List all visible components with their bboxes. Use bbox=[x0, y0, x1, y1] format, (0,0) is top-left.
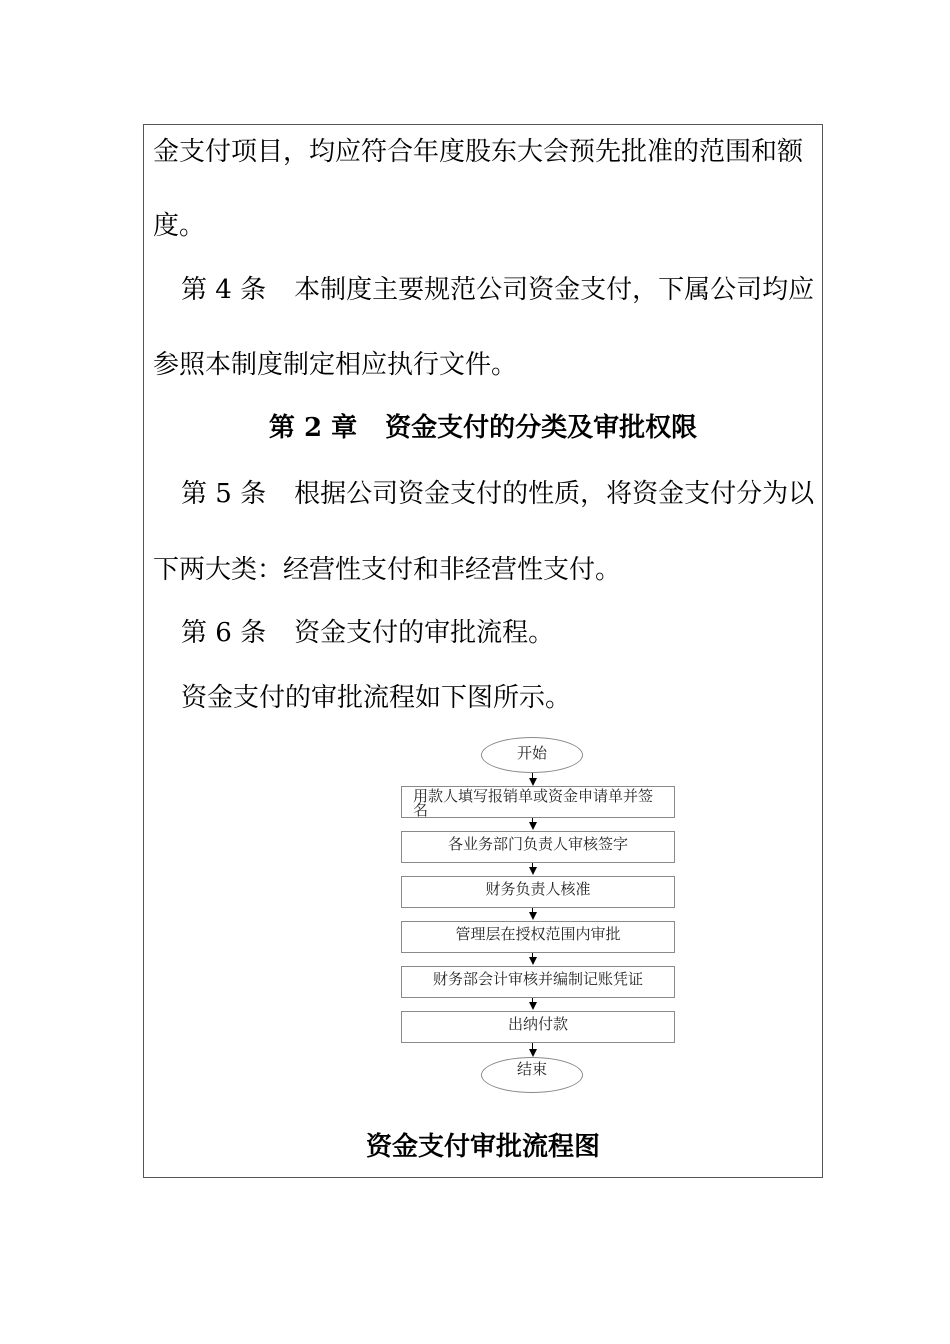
article-6-text: 资金支付的审批流程。 bbox=[294, 618, 555, 648]
chapter-2-number: 第 2 章 bbox=[268, 413, 358, 443]
flow-step-1-label: 用款人填写报销单或资金申请单并签名 bbox=[413, 787, 654, 819]
flowchart-caption: 资金支付审批流程图 bbox=[365, 1132, 600, 1162]
flow-step-2-label: 各业务部门负责人审核签字 bbox=[447, 835, 628, 853]
article-4-number: 第 4 条 bbox=[181, 275, 267, 305]
flow-arrow bbox=[529, 778, 537, 786]
flow-arrow bbox=[529, 1049, 537, 1057]
flow-arrow bbox=[529, 822, 537, 830]
article-4-line-1 bbox=[181, 275, 814, 305]
flow-arrow bbox=[529, 867, 537, 875]
article-4-text: 本制度主要规范公司资金支付，下属公司均应 bbox=[294, 275, 815, 305]
paragraph-line: 度。 bbox=[153, 211, 206, 241]
chapter-2-heading bbox=[143, 413, 823, 443]
flow-step-5-label: 财务部会计审核并编制记账凭证 bbox=[432, 970, 643, 988]
flow-step-4-label: 管理层在授权范围内审批 bbox=[455, 925, 621, 943]
article-5-number: 第 5 条 bbox=[181, 479, 267, 509]
article-4-line-2: 参照本制度制定相应执行文件。 bbox=[153, 350, 518, 380]
article-5-line-1 bbox=[181, 479, 814, 509]
article-5-text: 根据公司资金支付的性质，将资金支付分为以 bbox=[294, 479, 815, 509]
chapter-2-title: 资金支付的分类及审批权限 bbox=[385, 413, 698, 443]
flowchart-intro: 资金支付的审批流程如下图所示。 bbox=[181, 683, 572, 713]
article-6-number: 第 6 条 bbox=[181, 618, 267, 648]
flow-start-label: 开始 bbox=[516, 744, 547, 762]
flow-arrow bbox=[529, 912, 537, 920]
flow-step-6-label: 出纳付款 bbox=[507, 1015, 568, 1033]
article-5-line-2: 下两大类：经营性支付和非经营性支付。 bbox=[153, 555, 622, 585]
flow-arrow bbox=[529, 957, 537, 965]
article-6 bbox=[181, 618, 554, 648]
paragraph-line: 金支付项目，均应符合年度股东大会预先批准的范围和额 bbox=[153, 137, 804, 167]
flow-end-label: 结束 bbox=[516, 1060, 547, 1078]
flow-step-3-label: 财务负责人核准 bbox=[485, 880, 591, 898]
flow-arrow bbox=[529, 1002, 537, 1010]
